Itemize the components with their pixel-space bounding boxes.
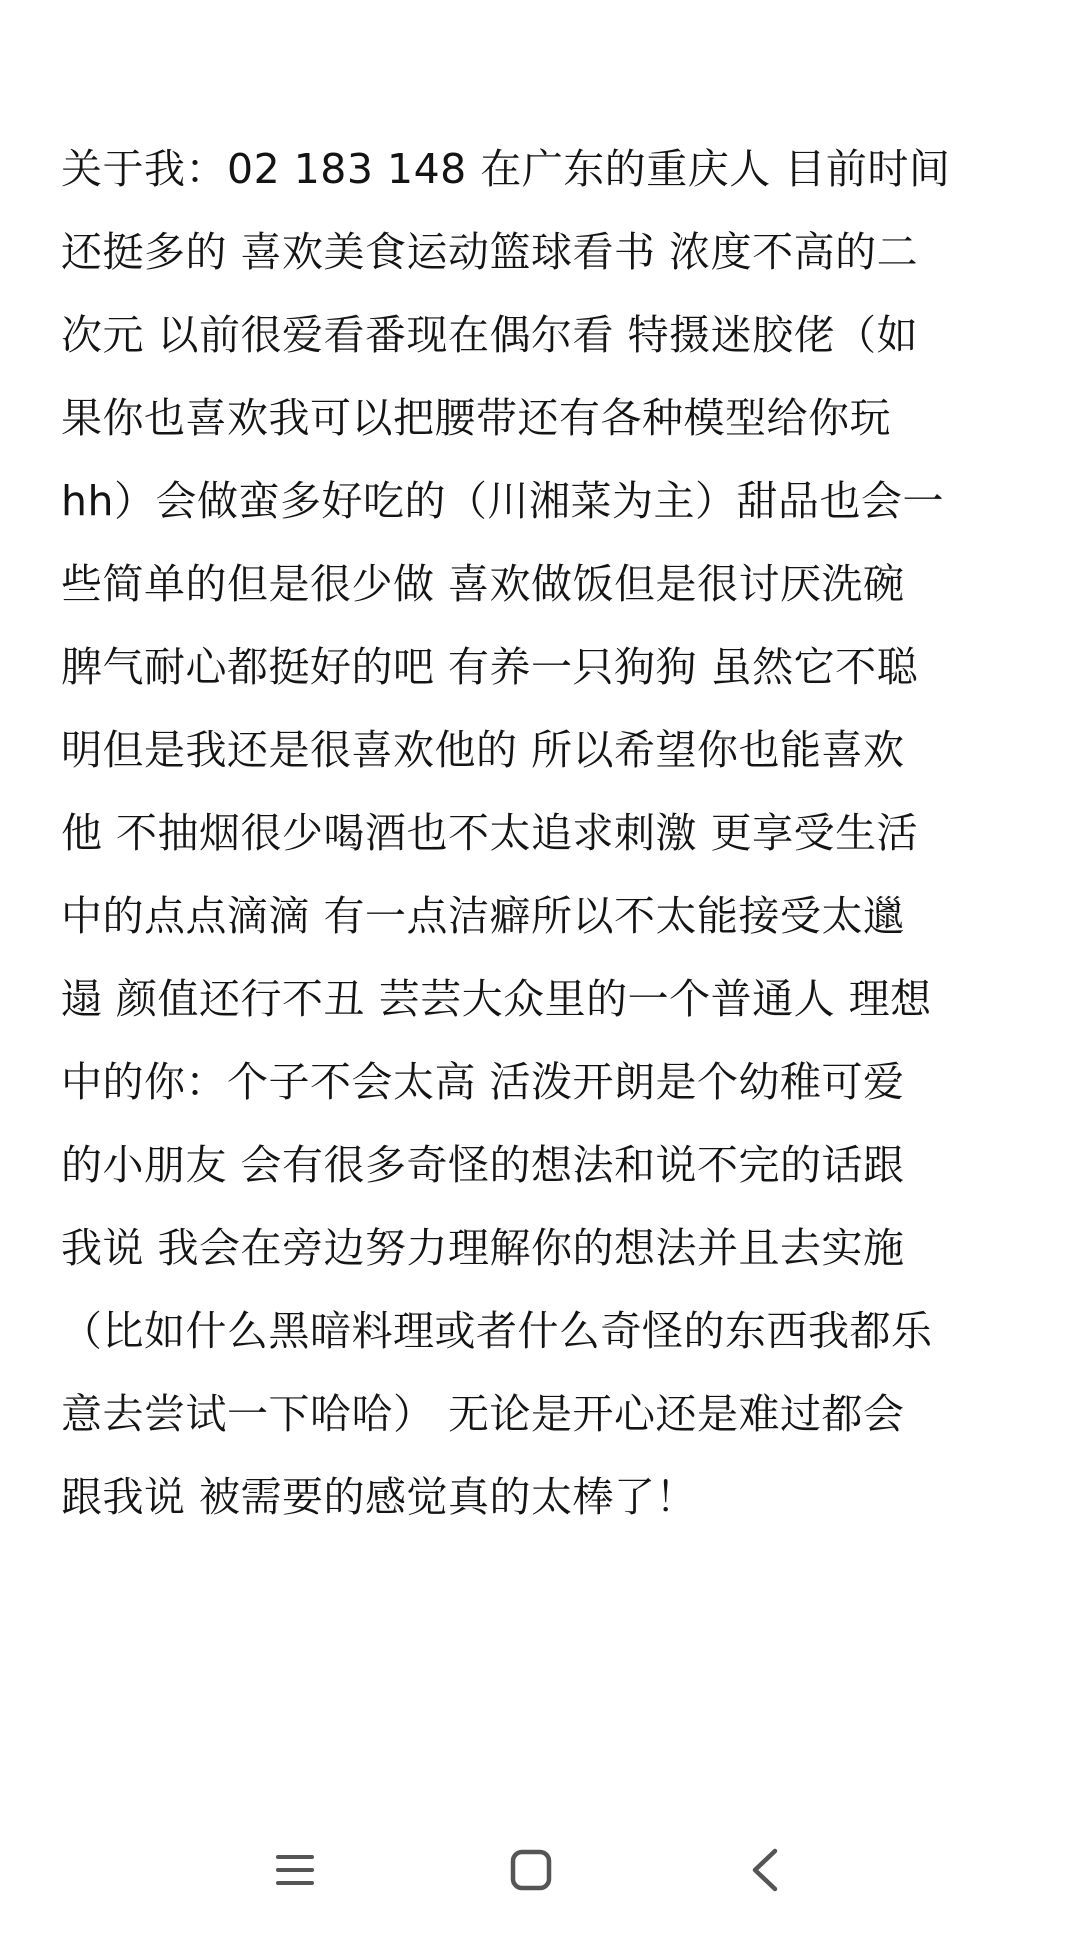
note-line: 他 不抽烟很少喝酒也不太追求刺激 更享受生活 — [61, 809, 919, 857]
system-navigation-bar — [0, 1825, 1080, 1915]
home-button[interactable] — [481, 1825, 581, 1915]
note-line: 跟我说 被需要的感觉真的太棒了！ — [61, 1473, 698, 1521]
note-line: 次元 以前很爱看番现在偶尔看 特摄迷胶佬（如 — [61, 311, 919, 359]
note-line: 中的点点滴滴 有一点洁癖所以不太能接受太邋 — [61, 892, 905, 940]
back-icon — [750, 1848, 780, 1892]
home-icon — [510, 1849, 552, 1891]
back-button[interactable] — [715, 1825, 815, 1915]
note-line: （比如什么黑暗料理或者什么奇怪的东西我都乐 — [61, 1307, 933, 1355]
note-line: 意去尝试一下哈哈） 无论是开心还是难过都会 — [61, 1390, 905, 1438]
note-line: hh）会做蛮多好吃的（川湘菜为主）甜品也会一 — [61, 477, 944, 525]
note-line: 的小朋友 会有很多奇怪的想法和说不完的话跟 — [61, 1141, 905, 1189]
note-line: 果你也喜欢我可以把腰带还有各种模型给你玩 — [61, 394, 891, 442]
note-line: 些简单的但是很少做 喜欢做饭但是很讨厌洗碗 — [61, 560, 905, 608]
note-line: 我说 我会在旁边努力理解你的想法并且去实施 — [61, 1224, 905, 1272]
menu-icon — [275, 1853, 315, 1887]
note-line: 中的你：个子不会太高 活泼开朗是个幼稚可爱 — [61, 1058, 905, 1106]
note-line: 还挺多的 喜欢美食运动篮球看书 浓度不高的二 — [61, 228, 919, 276]
note-body — [61, 128, 1021, 1539]
recent-apps-button[interactable] — [245, 1825, 345, 1915]
note-line: 遢 颜值还行不丑 芸芸大众里的一个普通人 理想 — [61, 975, 932, 1023]
note-line: 关于我：02 183 148 在广东的重庆人 目前时间 — [61, 145, 951, 193]
note-line: 脾气耐心都挺好的吧 有养一只狗狗 虽然它不聪 — [61, 643, 919, 691]
note-line: 明但是我还是很喜欢他的 所以希望你也能喜欢 — [61, 726, 905, 774]
